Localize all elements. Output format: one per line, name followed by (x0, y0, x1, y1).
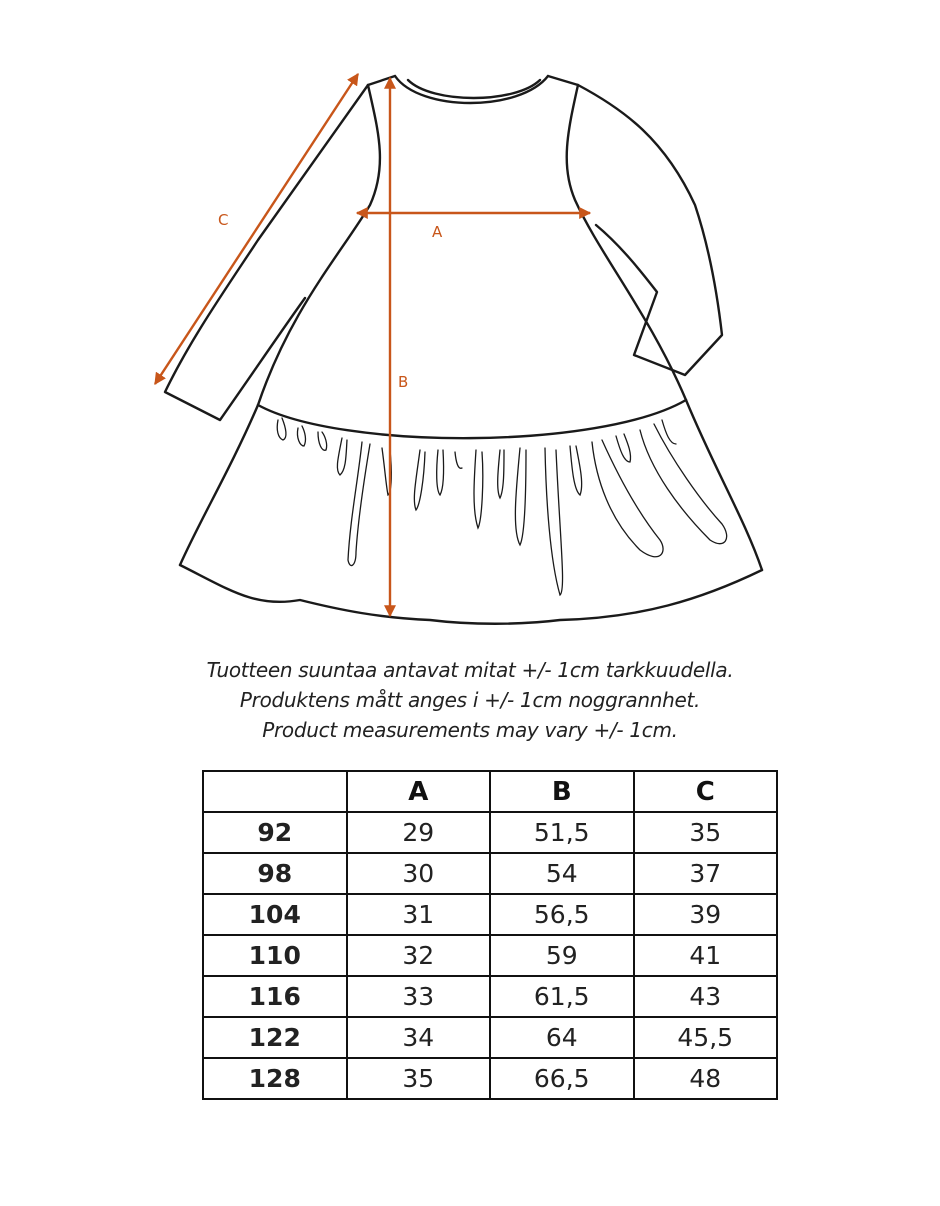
header-size (203, 771, 347, 812)
note-finnish: Tuotteen suuntaa antavat mitat +/- 1cm tarkkuudella. (206, 658, 734, 682)
table-row (203, 976, 777, 1017)
dress-outline (165, 76, 762, 624)
cell-b: 66,5 (490, 1058, 634, 1099)
cell-size: 128 (203, 1058, 347, 1099)
skirt-right-side (686, 400, 762, 570)
cell-b: 59 (490, 935, 634, 976)
cell-a: 35 (347, 1058, 491, 1099)
table-row (203, 894, 777, 935)
cell-size: 92 (203, 812, 347, 853)
table-header-row (203, 771, 777, 812)
cell-c: 45,5 (634, 1017, 778, 1058)
measurement-guides (155, 74, 590, 616)
skirt-left-side (180, 405, 258, 565)
table-row (203, 853, 777, 894)
cell-size: 116 (203, 976, 347, 1017)
cell-c: 41 (634, 935, 778, 976)
table-row (203, 935, 777, 976)
cell-b: 64 (490, 1017, 634, 1058)
cell-a: 30 (347, 853, 491, 894)
cell-size: 98 (203, 853, 347, 894)
note-swedish: Produktens mått anges i +/- 1cm noggrannhet. (239, 688, 701, 712)
header-b: B (490, 771, 634, 812)
note-english: Product measurements may vary +/- 1cm. (262, 718, 678, 742)
cell-size: 110 (203, 935, 347, 976)
cell-b: 61,5 (490, 976, 634, 1017)
right-sleeve (578, 85, 722, 375)
cell-a: 32 (347, 935, 491, 976)
cell-c: 43 (634, 976, 778, 1017)
measure-a-label: A (432, 223, 443, 241)
cell-c: 39 (634, 894, 778, 935)
measure-b-label: B (398, 373, 409, 391)
skirt-hem (180, 565, 762, 624)
measurement-notes (0, 655, 940, 745)
size-table (202, 770, 778, 1100)
bodice-right-side (567, 85, 686, 400)
cell-a: 29 (347, 812, 491, 853)
cell-a: 31 (347, 894, 491, 935)
right-shoulder (548, 76, 578, 85)
cell-b: 51,5 (490, 812, 634, 853)
cell-b: 56,5 (490, 894, 634, 935)
cell-size: 122 (203, 1017, 347, 1058)
measure-c-arrow (155, 74, 358, 384)
cell-a: 33 (347, 976, 491, 1017)
table-row (203, 812, 777, 853)
table-row (203, 1058, 777, 1099)
skirt-gathers (277, 418, 726, 595)
table-row (203, 1017, 777, 1058)
cell-c: 48 (634, 1058, 778, 1099)
measure-c-label: C (218, 211, 229, 229)
cell-c: 35 (634, 812, 778, 853)
cell-c: 37 (634, 853, 778, 894)
header-a: A (347, 771, 491, 812)
cell-a: 34 (347, 1017, 491, 1058)
cell-b: 54 (490, 853, 634, 894)
cell-size: 104 (203, 894, 347, 935)
header-c: C (634, 771, 778, 812)
